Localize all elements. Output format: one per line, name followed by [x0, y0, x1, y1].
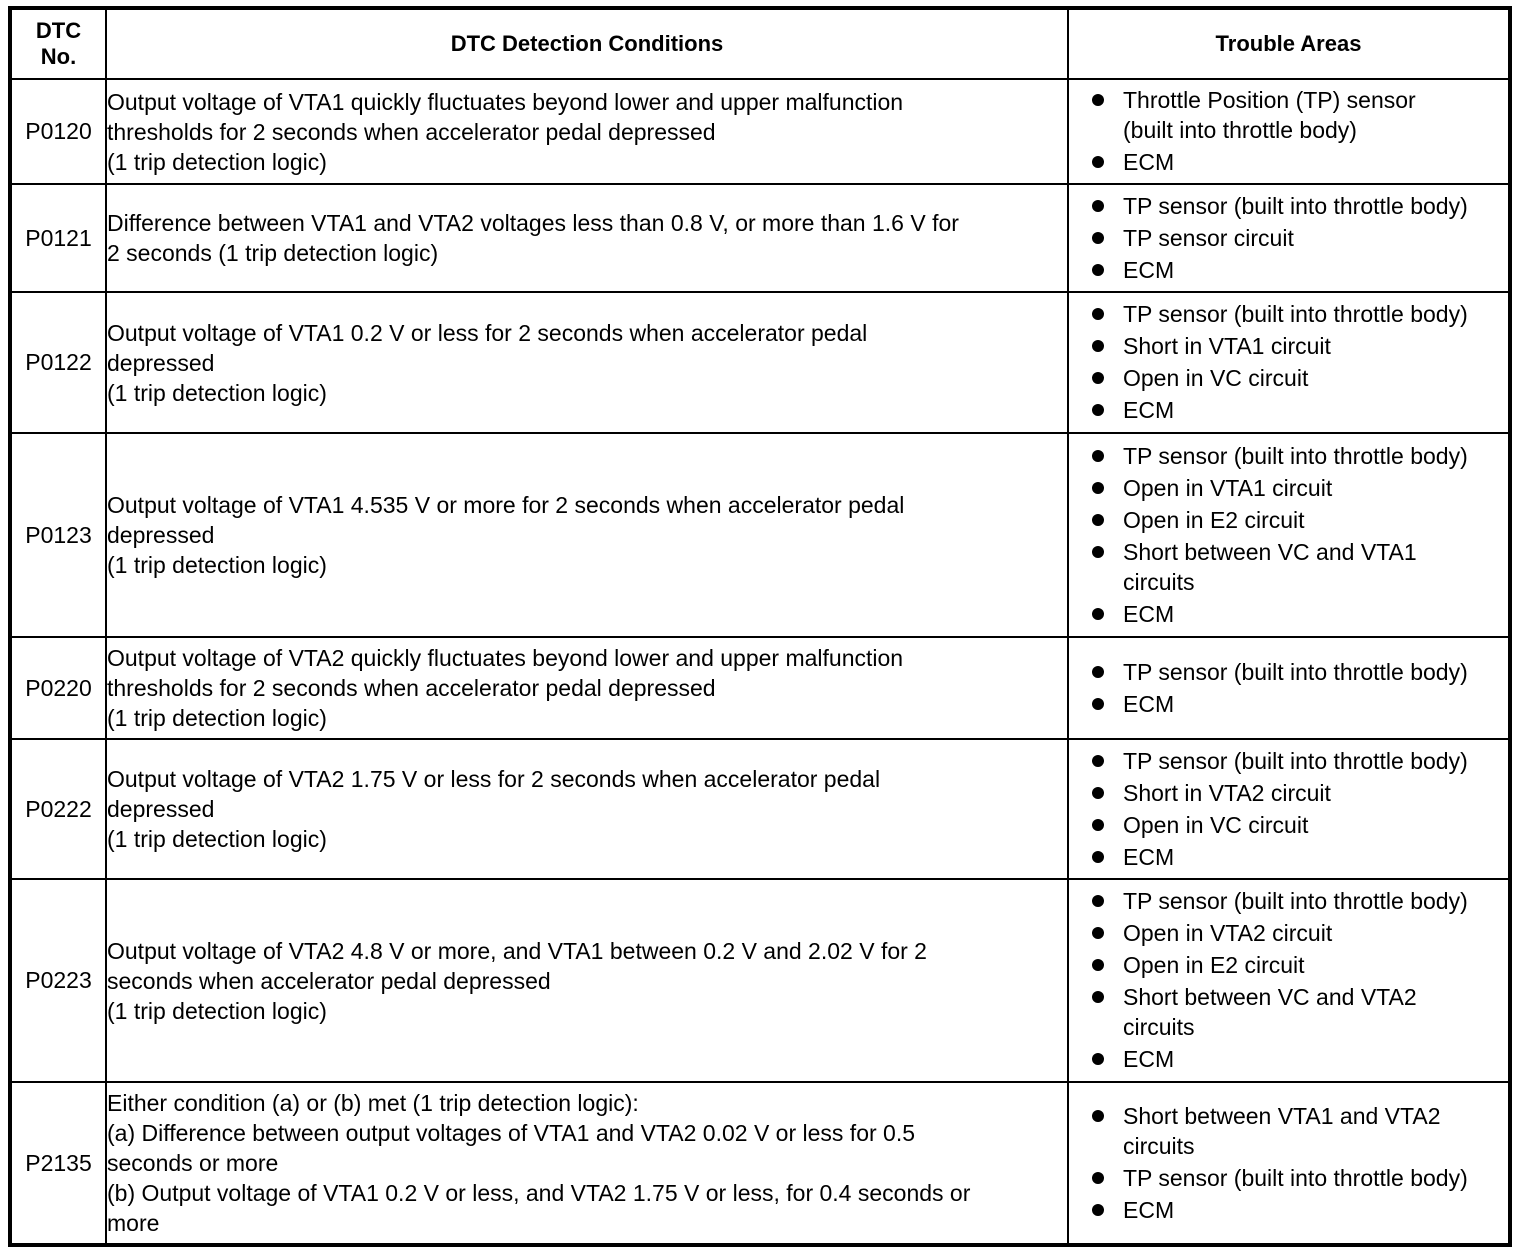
- bullet-icon: [1092, 264, 1104, 276]
- bullet-icon: [1092, 482, 1104, 494]
- area-text: Short in VTA2 circuit: [1123, 779, 1331, 806]
- trouble-area-item: [1069, 147, 1508, 177]
- condition-line: Output voltage of VTA2 1.75 V or less for 2 seconds when accelerator pedal: [107, 766, 881, 792]
- dtc-code: P0120: [10, 79, 106, 184]
- condition-line: Difference between VTA1 and VTA2 voltages less than 0.8 V, or more than 1.6 V for: [107, 210, 959, 236]
- table-row: [10, 1082, 1510, 1245]
- area-text: Short between VTA1 and VTA2: [1123, 1102, 1441, 1129]
- trouble-area-item: [1069, 1101, 1508, 1161]
- area-text: ECM: [1123, 843, 1175, 870]
- area-text: TP sensor circuit: [1123, 224, 1294, 251]
- area-text: ECM: [1123, 1046, 1175, 1072]
- trouble-area-item: [1069, 918, 1508, 948]
- header-detection-conditions: DTC Detection Conditions: [106, 8, 1068, 79]
- area-text: Short in VTA1 circuit: [1123, 333, 1331, 359]
- trouble-area-item: [1069, 363, 1508, 393]
- trouble-area-item: [1069, 950, 1508, 980]
- condition-line: (1 trip detection logic): [107, 148, 327, 175]
- condition-line: Output voltage of VTA1 4.535 V or more for 2 seconds when accelerator pedal: [107, 492, 905, 518]
- area-text: TP sensor (built into throttle body): [1123, 888, 1468, 914]
- bullet-icon: [1092, 340, 1104, 352]
- bullet-icon: [1092, 787, 1104, 799]
- area-text: (built into throttle body): [1123, 117, 1357, 143]
- detection-condition: [106, 739, 1068, 879]
- bullet-icon: [1092, 200, 1104, 212]
- area-text: TP sensor (built into throttle body): [1123, 192, 1468, 219]
- condition-line: (1 trip detection logic): [107, 997, 327, 1024]
- trouble-area-item: [1069, 599, 1508, 629]
- dtc-code: P0123: [10, 433, 106, 637]
- condition-line: seconds when accelerator pedal depressed: [107, 967, 551, 994]
- bullet-icon: [1092, 450, 1104, 462]
- area-text: Throttle Position (TP) sensor: [1123, 87, 1416, 113]
- bullet-icon: [1092, 308, 1104, 320]
- trouble-area-item: [1069, 537, 1508, 597]
- dtc-table: [8, 6, 1512, 1247]
- bullet-icon: [1092, 1172, 1104, 1184]
- area-text: Open in E2 circuit: [1123, 952, 1305, 978]
- trouble-area-item: [1069, 1163, 1508, 1193]
- bullet-icon: [1092, 232, 1104, 244]
- detection-condition: [106, 1082, 1068, 1245]
- table-row: [10, 79, 1510, 184]
- table-row: [10, 433, 1510, 637]
- area-text: Open in VC circuit: [1123, 365, 1309, 391]
- trouble-area-item: [1069, 810, 1508, 840]
- condition-line: Either condition (a) or (b) met (1 trip detection logic):: [107, 1090, 639, 1116]
- bullet-icon: [1092, 546, 1104, 558]
- detection-condition: [106, 79, 1068, 184]
- area-text: TP sensor (built into throttle body): [1123, 301, 1468, 327]
- condition-line: thresholds for 2 seconds when accelerator pedal depressed: [107, 118, 716, 145]
- trouble-areas: [1068, 879, 1510, 1082]
- dtc-code: P0220: [10, 637, 106, 739]
- condition-line: more: [107, 1210, 160, 1236]
- trouble-area-item: [1069, 689, 1508, 719]
- bullet-icon: [1092, 1110, 1104, 1122]
- trouble-area-item: [1069, 85, 1508, 145]
- bullet-icon: [1092, 991, 1104, 1003]
- condition-line: 2 seconds (1 trip detection logic): [107, 240, 439, 266]
- header-dtc-no-line2: No.: [40, 44, 77, 69]
- trouble-area-item: [1069, 886, 1508, 916]
- bullet-icon: [1092, 927, 1104, 939]
- condition-line: depressed: [107, 349, 215, 376]
- detection-condition: [106, 879, 1068, 1082]
- area-text: circuits: [1123, 1132, 1195, 1159]
- dtc-code: P0223: [10, 879, 106, 1082]
- bullet-icon: [1092, 372, 1104, 384]
- area-text: ECM: [1123, 256, 1175, 283]
- area-text: circuits: [1123, 568, 1195, 595]
- table-row: [10, 739, 1510, 879]
- condition-line: (a) Difference between output voltages of VTA1 and VTA2 0.02 V or less for 0.5: [107, 1120, 916, 1146]
- dtc-code: P0122: [10, 292, 106, 433]
- area-text: TP sensor (built into throttle body): [1123, 1164, 1468, 1191]
- area-text: Open in E2 circuit: [1123, 506, 1305, 533]
- bullet-icon: [1092, 608, 1104, 620]
- header-trouble-areas: Trouble Areas: [1068, 8, 1510, 79]
- header-dtc-no-line1: DTC: [35, 18, 82, 43]
- bullet-icon: [1092, 1204, 1104, 1216]
- area-text: ECM: [1123, 600, 1175, 627]
- trouble-area-item: [1069, 395, 1508, 425]
- trouble-area-item: [1069, 191, 1508, 221]
- trouble-area-item: [1069, 657, 1508, 687]
- condition-line: (b) Output voltage of VTA1 0.2 V or less, and VTA2 1.75 V or less, for 0.4 seconds or: [107, 1180, 971, 1206]
- dtc-code: P2135: [10, 1082, 106, 1245]
- table-row: [10, 184, 1510, 292]
- header-row: [10, 8, 1510, 79]
- bullet-icon: [1092, 819, 1104, 831]
- detection-condition: [106, 433, 1068, 637]
- table-row: [10, 637, 1510, 739]
- dtc-code: P0222: [10, 739, 106, 879]
- condition-line: depressed: [107, 796, 215, 822]
- trouble-area-item: [1069, 223, 1508, 253]
- header-dtc-no: [10, 8, 106, 79]
- condition-line: (1 trip detection logic): [107, 705, 327, 731]
- bullet-icon: [1092, 851, 1104, 863]
- condition-line: depressed: [107, 522, 215, 548]
- trouble-area-item: [1069, 1044, 1508, 1074]
- condition-line: Output voltage of VTA1 quickly fluctuates beyond lower and upper malfunction: [107, 88, 904, 115]
- area-text: TP sensor (built into throttle body): [1123, 442, 1468, 469]
- condition-line: thresholds for 2 seconds when accelerator pedal depressed: [107, 675, 716, 701]
- trouble-area-item: [1069, 505, 1508, 535]
- condition-line: Output voltage of VTA2 quickly fluctuates beyond lower and upper malfunction: [107, 645, 904, 671]
- trouble-area-item: [1069, 982, 1508, 1042]
- trouble-area-item: [1069, 441, 1508, 471]
- trouble-area-item: [1069, 1195, 1508, 1225]
- bullet-icon: [1092, 156, 1104, 168]
- dtc-code: P0121: [10, 184, 106, 292]
- table-row: [10, 292, 1510, 433]
- area-text: Open in VTA1 circuit: [1123, 474, 1333, 501]
- trouble-areas: [1068, 739, 1510, 879]
- bullet-icon: [1092, 959, 1104, 971]
- bullet-icon: [1092, 1053, 1104, 1065]
- trouble-area-item: [1069, 473, 1508, 503]
- trouble-area-item: [1069, 842, 1508, 872]
- trouble-areas: [1068, 292, 1510, 433]
- bullet-icon: [1092, 666, 1104, 678]
- trouble-areas: [1068, 1082, 1510, 1245]
- condition-line: (1 trip detection logic): [107, 826, 327, 852]
- area-text: Short between VC and VTA1: [1123, 538, 1417, 565]
- condition-line: (1 trip detection logic): [107, 552, 327, 578]
- detection-condition: [106, 292, 1068, 433]
- bullet-icon: [1092, 698, 1104, 710]
- area-text: Open in VC circuit: [1123, 811, 1309, 838]
- area-text: TP sensor (built into throttle body): [1123, 747, 1468, 774]
- condition-line: seconds or more: [107, 1150, 279, 1176]
- condition-line: (1 trip detection logic): [107, 379, 327, 406]
- trouble-area-item: [1069, 299, 1508, 329]
- bullet-icon: [1092, 895, 1104, 907]
- trouble-area-item: [1069, 778, 1508, 808]
- area-text: circuits: [1123, 1014, 1195, 1040]
- trouble-areas: [1068, 79, 1510, 184]
- bullet-icon: [1092, 404, 1104, 416]
- area-text: ECM: [1123, 397, 1175, 423]
- area-text: Open in VTA2 circuit: [1123, 920, 1333, 946]
- condition-line: Output voltage of VTA1 0.2 V or less for 2 seconds when accelerator pedal: [107, 319, 868, 346]
- area-text: ECM: [1123, 149, 1175, 175]
- trouble-areas: [1068, 184, 1510, 292]
- area-text: TP sensor (built into throttle body): [1123, 658, 1468, 685]
- table-row: [10, 879, 1510, 1082]
- trouble-area-item: [1069, 255, 1508, 285]
- bullet-icon: [1092, 514, 1104, 526]
- trouble-areas: [1068, 433, 1510, 637]
- trouble-areas: [1068, 637, 1510, 739]
- bullet-icon: [1092, 94, 1104, 106]
- area-text: ECM: [1123, 1196, 1175, 1223]
- area-text: Short between VC and VTA2: [1123, 984, 1417, 1010]
- detection-condition: [106, 637, 1068, 739]
- trouble-area-item: [1069, 331, 1508, 361]
- area-text: ECM: [1123, 690, 1175, 717]
- condition-line: Output voltage of VTA2 4.8 V or more, and VTA1 between 0.2 V and 2.02 V for 2: [107, 937, 927, 964]
- bullet-icon: [1092, 755, 1104, 767]
- trouble-area-item: [1069, 746, 1508, 776]
- detection-condition: [106, 184, 1068, 292]
